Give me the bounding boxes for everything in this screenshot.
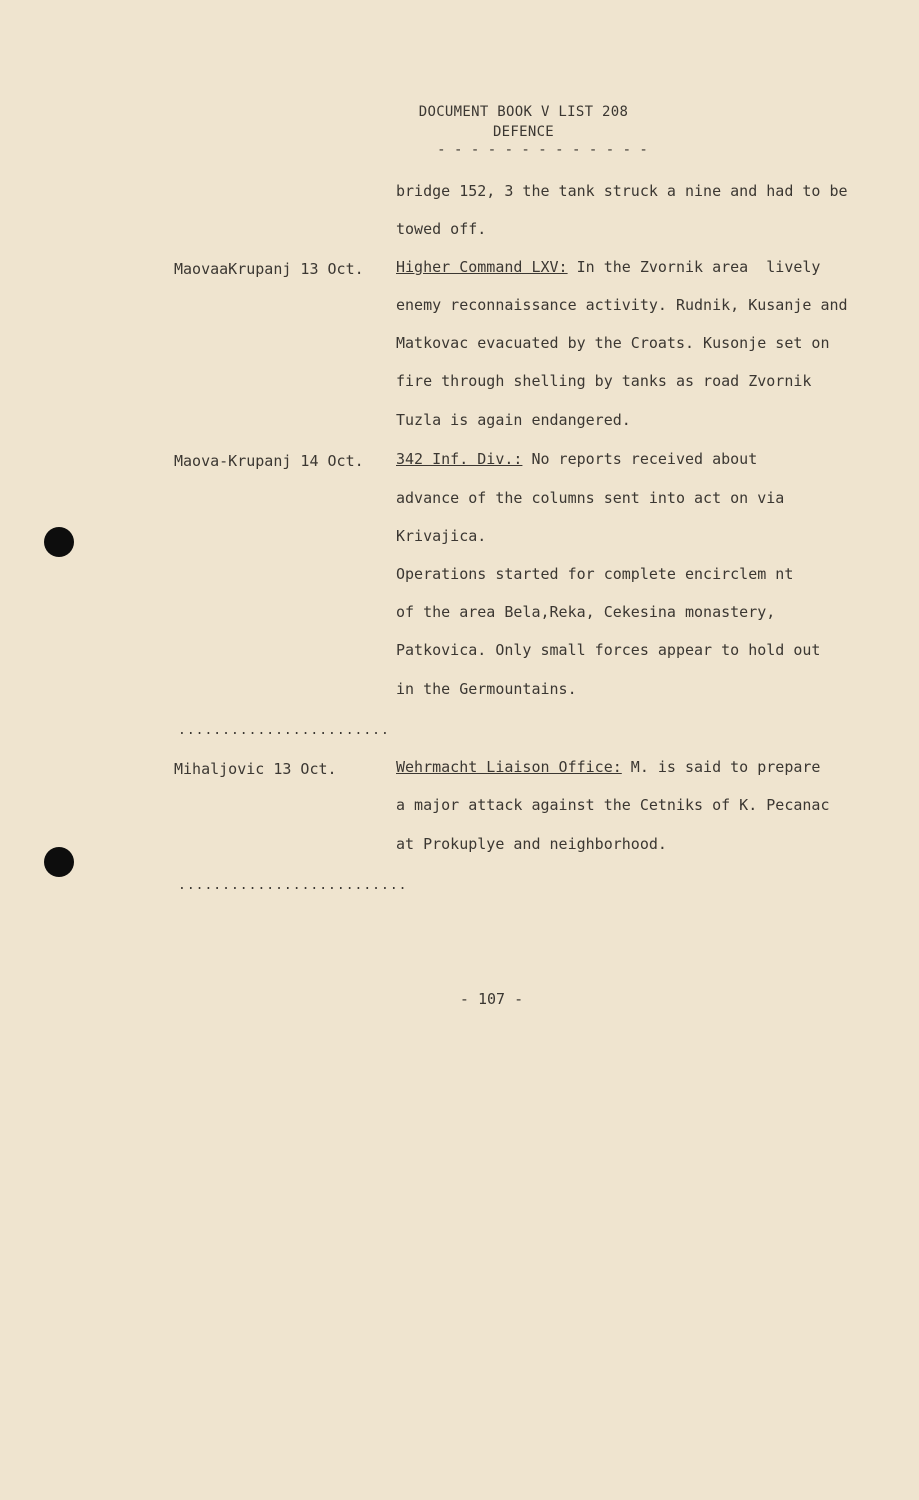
entry-first-line	[396, 258, 820, 276]
entry-first-line	[396, 450, 757, 468]
entry-first-line	[396, 758, 820, 776]
body-line: in the Germountains.	[396, 680, 577, 698]
entry-heading: Higher Command LXV:	[396, 258, 568, 276]
body-line: advance of the columns sent into act on via	[396, 489, 785, 507]
page-number: - 107 -	[459, 990, 524, 1008]
entry-place-date: MaovaaKrupanj 13 Oct.	[174, 260, 364, 278]
entry-heading: Wehrmacht Liaison Office:	[396, 758, 622, 776]
punch-hole	[44, 527, 74, 557]
entry-place-date: Mihaljovic 13 Oct.	[174, 760, 337, 778]
body-line: enemy reconnaissance activity. Rudnik, Kusanje and	[396, 296, 848, 314]
body-line: Krivajica.	[396, 527, 487, 545]
body-line: Patkovica. Only small forces appear to hold out	[396, 641, 821, 659]
separator-dots: ..........................	[178, 878, 408, 893]
document-header-title: DOCUMENT BOOK V LIST 208	[418, 104, 629, 120]
separator-dots: ........................	[178, 723, 390, 738]
entry-heading: 342 Inf. Div.:	[396, 450, 523, 468]
body-line: Operations started for complete encirclem nt	[396, 565, 794, 583]
document-header-subtitle: DEFENCE	[492, 124, 555, 140]
body-line: at Prokuplye and neighborhood.	[396, 835, 667, 853]
body-line: towed off.	[396, 220, 487, 238]
entry-first-line-text: In the Zvornik area lively	[567, 258, 821, 276]
punch-hole	[44, 847, 74, 877]
body-line: Matkovac evacuated by the Croats. Kusonje set on	[396, 334, 830, 352]
body-line: bridge 152, 3 the tank struck a nine and had to be	[396, 182, 848, 200]
body-line: Tuzla is again endangered.	[396, 411, 631, 429]
entry-first-line-text: M. is said to prepare	[621, 758, 821, 776]
body-line: a major attack against the Cetniks of K. Pecanac	[396, 796, 830, 814]
entry-first-line-text: No reports received about	[522, 450, 758, 468]
body-line: of the area Bela,Reka, Cekesina monastery,	[396, 603, 776, 621]
body-line: fire through shelling by tanks as road Zvornik	[396, 372, 812, 390]
header-rule: - - - - - - - - - - - - -	[437, 142, 648, 158]
entry-place-date: Maova-Krupanj 14 Oct.	[174, 452, 364, 470]
